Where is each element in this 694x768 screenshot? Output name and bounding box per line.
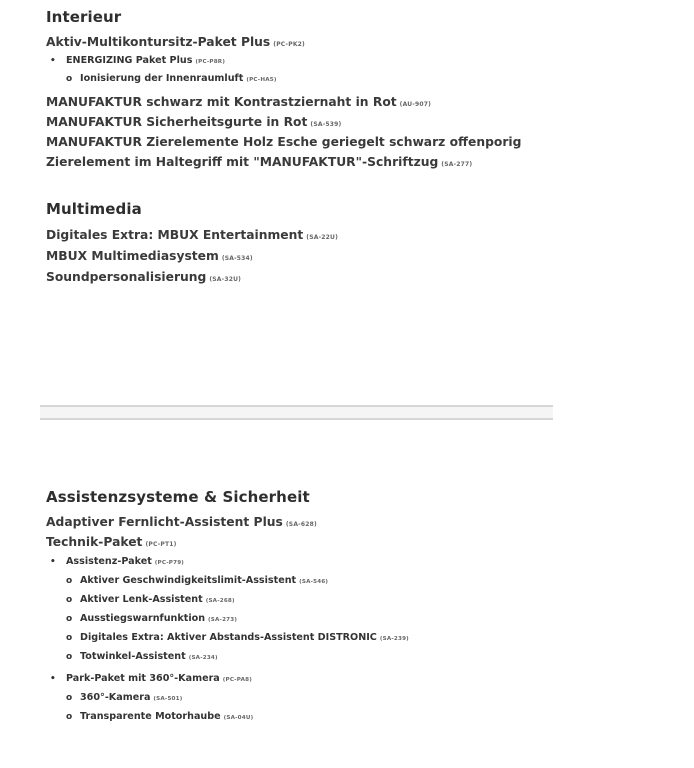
circle-bullet-icon: o [66, 595, 73, 605]
sub-option-item [66, 692, 183, 703]
circle-bullet-icon: o [66, 614, 73, 624]
option-item [46, 135, 524, 149]
option-label: MANUFAKTUR schwarz mit Kontrastziernaht in Rot [46, 95, 397, 109]
sub-option-code: (SA-234) [188, 655, 218, 661]
section-title-interieur: Interieur [46, 8, 122, 26]
option-code: (PC-PT1) [145, 541, 177, 548]
sub-option-label: Aktiver Lenk-Assistent [80, 594, 203, 605]
section-divider [40, 405, 553, 420]
option-item [46, 228, 338, 242]
option-label: Soundpersonalisierung [46, 270, 207, 284]
option-label: MBUX Multimediasystem [46, 249, 219, 263]
sub-option-item [66, 613, 237, 624]
option-item [46, 95, 431, 109]
sub-option-label: Totwinkel-Assistent [80, 651, 186, 662]
section-title-assistenz: Assistenzsysteme & Sicherheit [46, 488, 310, 506]
option-code: (SA-22U) [306, 234, 339, 241]
sub-option-item [66, 711, 253, 722]
sub-option-label: Aktiver Geschwindigkeitslimit-Assistent [80, 575, 297, 586]
bullet-icon: • [50, 557, 56, 567]
sub-option-code: (SA-546) [299, 579, 329, 585]
option-code: (SA-534) [221, 255, 253, 262]
option-label: Digitales Extra: MBUX Entertainment [46, 228, 304, 242]
option-item [46, 535, 177, 549]
sub-option-label: Ionisierung der Innenraumluft [80, 73, 244, 84]
option-code: (SA-539) [310, 121, 342, 128]
sub-option-label: 360°-Kamera [80, 692, 151, 703]
option-label: MANUFAKTUR Sicherheitsgurte in Rot [46, 115, 308, 129]
section-title-multimedia: Multimedia [46, 200, 142, 218]
circle-bullet-icon: o [66, 633, 73, 643]
sub-option-label: Ausstiegswarnfunktion [80, 613, 206, 624]
circle-bullet-icon: o [66, 712, 73, 722]
option-code: (SA-32U) [209, 276, 242, 283]
circle-bullet-icon: o [66, 652, 73, 662]
circle-bullet-icon: o [66, 693, 73, 703]
option-item [46, 115, 341, 129]
option-item [46, 515, 317, 529]
option-label: Zierelement im Haltegriff mit "MANUFAKTUR"-Schriftzug [46, 155, 439, 169]
sub-option-code: (PC-P79) [154, 560, 185, 566]
sub-option-code: (SA-04U) [223, 715, 254, 721]
option-label: Adaptiver Fernlicht-Assistent Plus [46, 515, 283, 529]
option-code: (AU-907) [399, 101, 432, 108]
sub-option-code: (SA-273) [208, 617, 238, 623]
sub-option-item [66, 594, 235, 605]
sub-option-code: (PC-PA8) [222, 677, 252, 683]
sub-option-code: (SA-501) [153, 696, 183, 702]
sub-option-item [50, 55, 225, 66]
sub-option-code: (PC-HA5) [246, 77, 277, 83]
sub-option-label: ENERGIZING Paket Plus [66, 55, 193, 66]
sub-option-code: (SA-268) [205, 598, 235, 604]
option-label: MANUFAKTUR Zierelemente Holz Esche geriegelt schwarz offenporig [46, 135, 522, 149]
sub-option-item [66, 73, 277, 84]
assistance-panel [40, 480, 553, 730]
sub-option-item [66, 651, 218, 662]
sub-option-code: (PC-P8R) [195, 59, 226, 65]
option-label: Technik-Paket [46, 535, 143, 549]
sub-option-label: Digitales Extra: Aktiver Abstands-Assistent DISTRONIC [80, 632, 377, 643]
option-code: (SA-628) [285, 521, 317, 528]
option-item [46, 35, 305, 49]
interior-multimedia-panel [40, 0, 553, 300]
option-item [46, 155, 472, 169]
option-code: (SA-277) [441, 161, 473, 168]
sub-option-item [66, 575, 328, 586]
sub-option-item [50, 673, 252, 684]
sub-option-label: Transparente Motorhaube [80, 711, 221, 722]
circle-bullet-icon: o [66, 74, 73, 84]
sub-option-label: Park-Paket mit 360°-Kamera [66, 673, 220, 684]
circle-bullet-icon: o [66, 576, 73, 586]
bullet-icon: • [50, 56, 56, 66]
option-label: Aktiv-Multikontursitz-Paket Plus [46, 35, 271, 49]
bullet-icon: • [50, 674, 56, 684]
sub-option-item [50, 556, 184, 567]
option-item [46, 270, 241, 284]
option-code: (PC-PK2) [273, 41, 306, 48]
sub-option-item [66, 632, 409, 643]
sub-option-code: (SA-239) [379, 636, 409, 642]
option-item [46, 249, 253, 263]
sub-option-label: Assistenz-Paket [66, 556, 152, 567]
